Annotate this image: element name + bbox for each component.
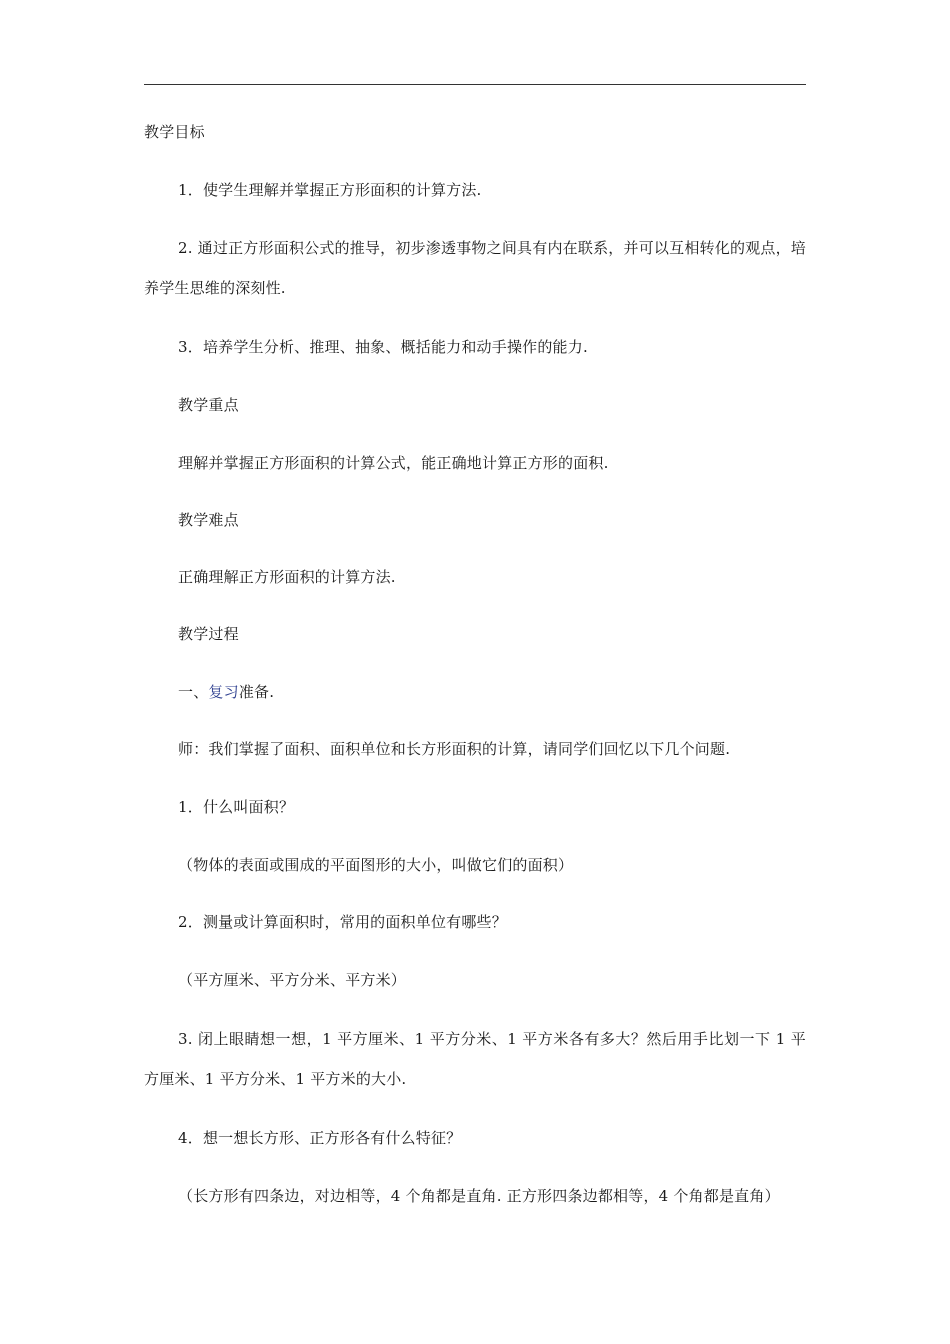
answer-4: （长方形有四条边，对边相等，4 个角都是直角. 正方形四条边都相等，4 个角都是直角）	[178, 1187, 780, 1205]
objective-2: 2. 通过正方形面积公式的推导，初步渗透事物之间具有内在联系，并可以互相转化的观点，培养学生思维的深刻性.	[144, 239, 806, 297]
section-1-prefix: 一、	[178, 683, 209, 701]
section-1-suffix: 准备.	[238, 683, 275, 701]
key-heading: 教学重点	[178, 396, 239, 414]
answer-2: （平方厘米、平方分米、平方米）	[178, 971, 407, 989]
header-rule	[144, 84, 806, 85]
answer-1: （物体的表面或围成的平面图形的大小，叫做它们的面积）	[178, 856, 574, 874]
question-2: 2．测量或计算面积时，常用的面积单位有哪些？	[178, 913, 507, 931]
difficulty-text: 正确理解正方形面积的计算方法.	[178, 568, 396, 586]
process-heading: 教学过程	[178, 625, 239, 643]
question-1: 1．什么叫面积？	[178, 798, 295, 816]
objectives-heading: 教学目标	[144, 123, 205, 141]
question-4: 4．想一想长方形、正方形各有什么特征？	[178, 1129, 462, 1147]
teacher-intro: 师：我们掌握了面积、面积单位和长方形面积的计算，请同学们回忆以下几个问题.	[178, 740, 731, 758]
key-text: 理解并掌握正方形面积的计算公式，能正确地计算正方形的面积.	[178, 454, 609, 472]
question-3: 3. 闭上眼睛想一想，1 平方厘米、1 平方分米、1 平方米各有多大？然后用手比划一下 1 平方厘米、1 平方分米、1 平方米的大小.	[144, 1030, 806, 1088]
section-1-heading	[178, 682, 274, 702]
review-link[interactable]: 复习	[208, 683, 239, 701]
objective-3: 3．培养学生分析、推理、抽象、概括能力和动手操作的能力.	[178, 338, 588, 356]
difficulty-heading: 教学难点	[178, 511, 239, 529]
objective-1: 1．使学生理解并掌握正方形面积的计算方法.	[178, 181, 482, 199]
